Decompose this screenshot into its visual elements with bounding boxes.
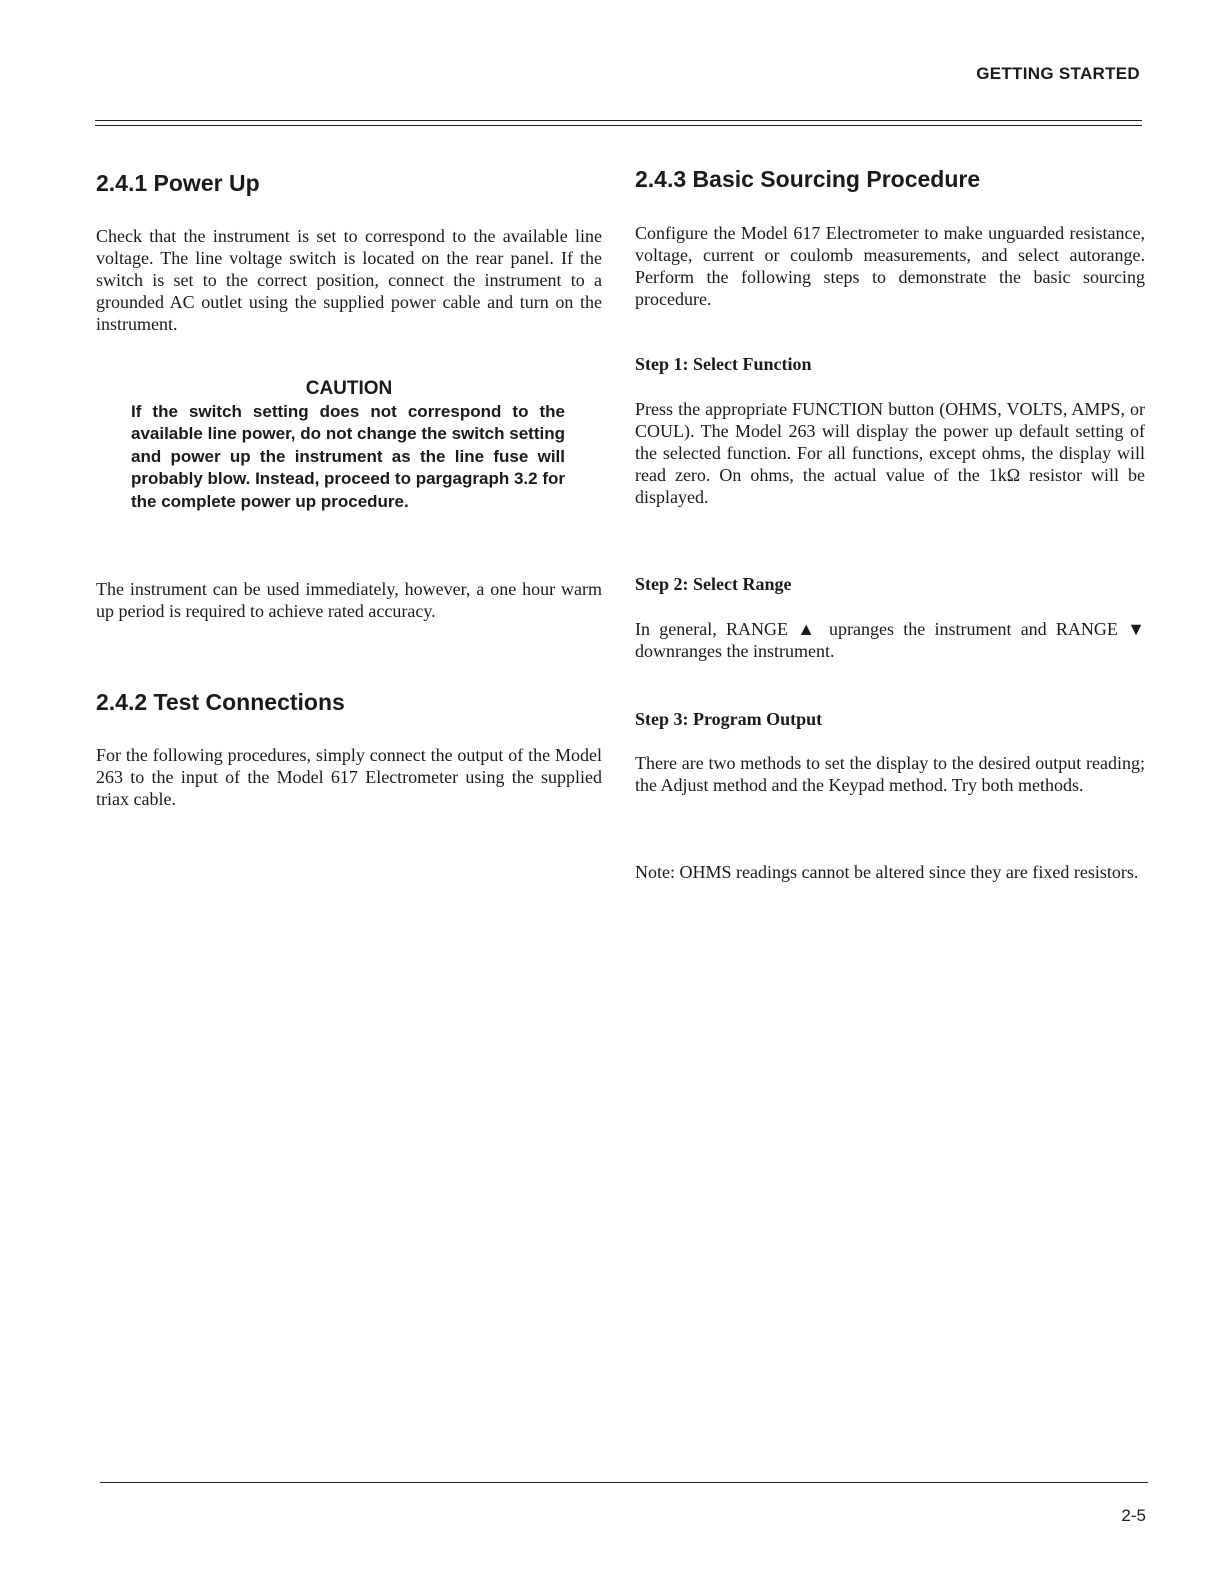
step2-paragraph: In general, RANGE ▲ upranges the instrument and RANGE ▼ downranges the instrument. bbox=[635, 619, 1145, 661]
heading-test-connections: 2.4.2 Test Connections bbox=[96, 689, 345, 715]
page-number: 2-5 bbox=[1121, 1506, 1146, 1525]
heading-basic-sourcing: 2.4.3 Basic Sourcing Procedure bbox=[635, 166, 981, 192]
caution-text: If the switch setting does not correspond to the available line power, do not change the switch setting and power up the instrument as the line fuse will probably blow. Instead, proceed to pargagraph 3.2 for the complete power up procedure. bbox=[131, 402, 565, 511]
step2-heading: Step 2: Select Range bbox=[635, 574, 792, 594]
sourcing-intro-paragraph: Configure the Model 617 Electrometer to make unguarded resistance, voltage, current or coulomb measurements, and select autorange. Perform the following steps to demonstrate the basic sourcing procedure. bbox=[635, 223, 1145, 309]
step1-paragraph: Press the appropriate FUNCTION button (OHMS, VOLTS, AMPS, or COUL). The Model 263 will display the power up default setting of the selected function. For all functions, except ohms, the display will read zero. On ohms, the actual value of the 1kΩ resistor will be displayed. bbox=[635, 399, 1145, 507]
footer-rule bbox=[100, 1482, 1148, 1483]
step3-paragraph: There are two methods to set the display to the desired output reading; the Adjust method and the Keypad method. Try both methods. bbox=[635, 753, 1145, 795]
header-rule bbox=[95, 120, 1142, 126]
heading-power-up: 2.4.1 Power Up bbox=[96, 170, 260, 196]
warmup-paragraph: The instrument can be used immediately, however, a one hour warm up period is required to achieve rated accuracy. bbox=[96, 579, 602, 621]
caution-title: CAUTION bbox=[305, 378, 393, 399]
step1-heading: Step 1: Select Function bbox=[635, 354, 812, 374]
ohms-note: Note: OHMS readings cannot be altered since they are fixed resistors. bbox=[635, 862, 1139, 882]
power-up-paragraph: Check that the instrument is set to correspond to the available line voltage. The line voltage switch is located on the rear panel. If the switch is set to the correct position, connect the instrument to a grounded AC outlet using the supplied power cable and turn on the instrument. bbox=[96, 226, 602, 334]
running-head: GETTING STARTED bbox=[976, 64, 1140, 83]
test-connections-paragraph: For the following procedures, simply connect the output of the Model 263 to the input of the Model 617 Electrometer using the supplied triax cable. bbox=[96, 745, 602, 809]
step3-heading: Step 3: Program Output bbox=[635, 709, 823, 729]
